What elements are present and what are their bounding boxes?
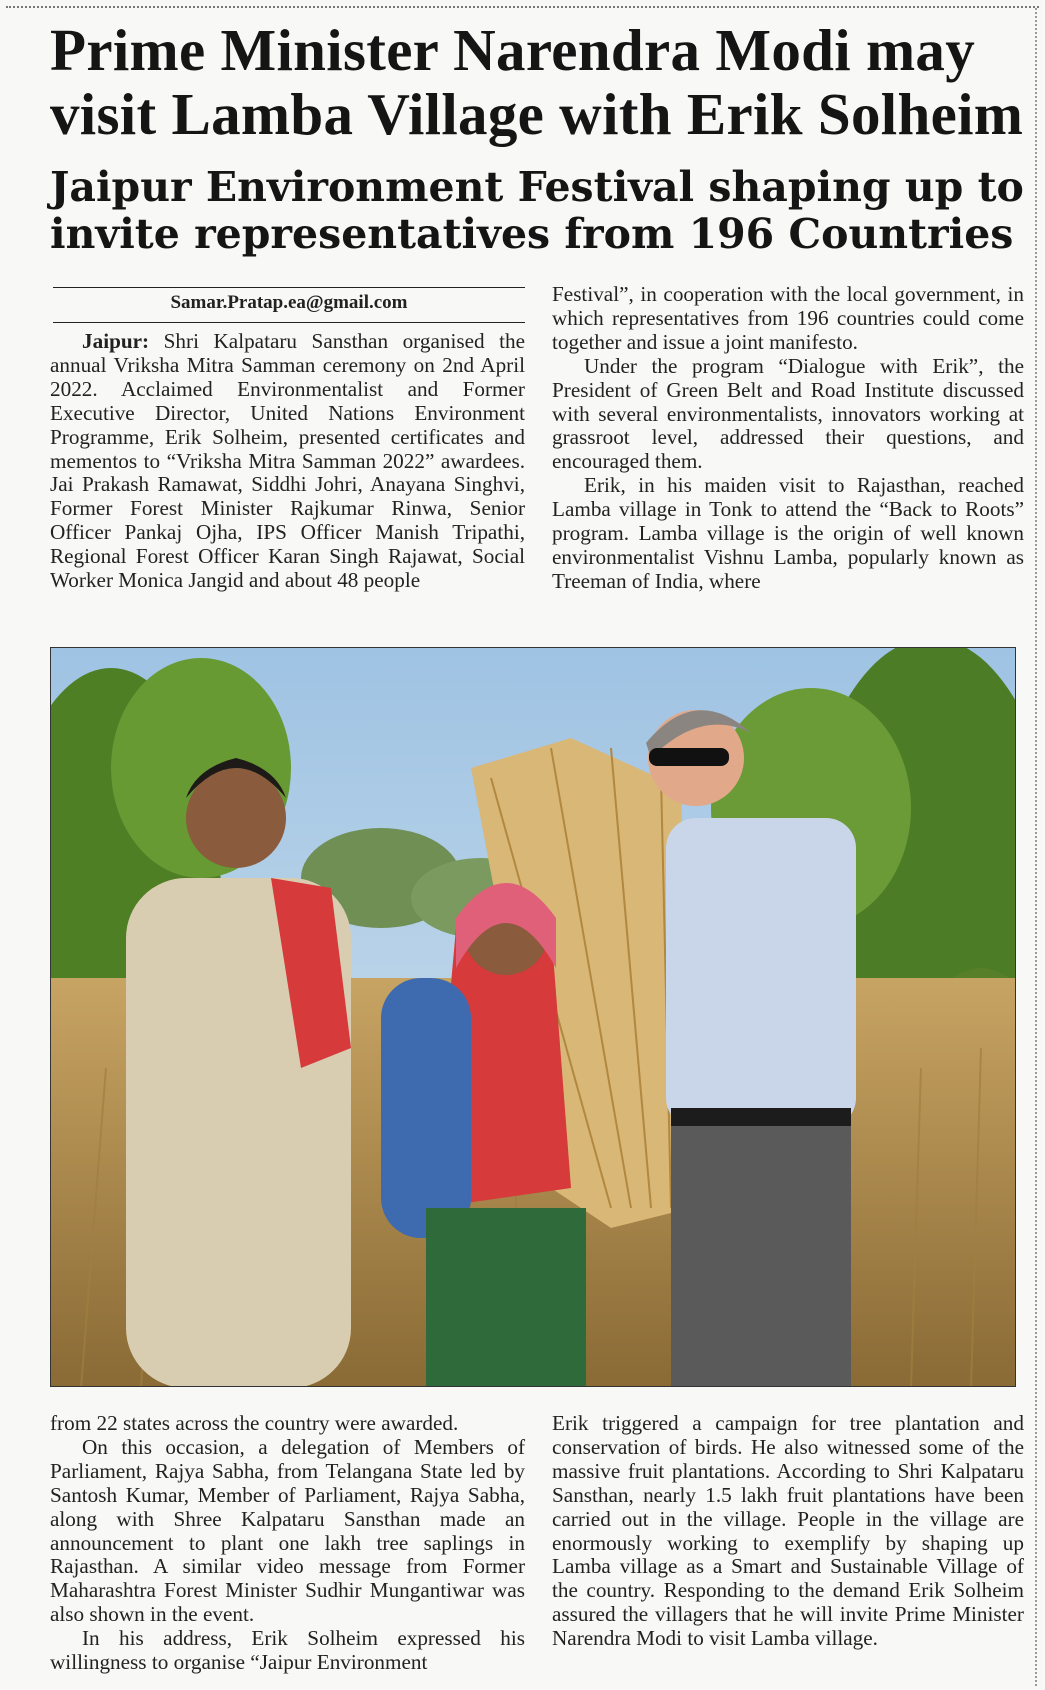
- paragraph: Erik triggered a campaign for tree plantation and conservation of birds. He also witnessed some of the massive fruit plantations. According to Shri Kalpataru Sansthan, nearly 1.5 lakh fruit plantations have been carried out in the village. People in the village are enormously working to exemplify by shaping up Lamba village as a Smart and Sustainable Village of the country. Responding to the demand Erik Solheim assured the villagers that he will invite Prime Minister Narendra Modi to visit Lamba village.: [552, 1411, 1024, 1651]
- byline-rule-top: [53, 287, 525, 288]
- headline-line-2: visit Lamba Village with Erik Solheim: [50, 81, 1024, 147]
- paragraph: from 22 states across the country were awarded.: [50, 1411, 459, 1435]
- photo-three-people-wheat-field-icon: [51, 648, 1016, 1387]
- paragraph: Erik, in his maiden visit to Rajasthan, reached Lamba village in Tonk to attend the “Back to Roots” program. Lamba village is the origin of well known environmentalist Vishnu Lamba, popularly known as Treeman of India, where: [552, 473, 1024, 593]
- column-2-top: [552, 283, 1024, 594]
- paragraph: Festival”, in cooperation with the local government, in which representatives from 196 countries could come together and issue a joint manifesto.: [552, 282, 1024, 354]
- top-dotted-rule: [6, 6, 1039, 8]
- paragraph: On this occasion, a delegation of Members of Parliament, Rajya Sabha, from Telangana State led by Santosh Kumar, Member of Parliament, Rajya Sabha, along with Shree Kalpataru Sansthan made an announcement to plant one lakh tree saplings in Rajasthan. A similar video message from Former Maharashtra Forest Minister Sudhir Mungantiwar was also shown in the event.: [50, 1434, 525, 1627]
- subheadline: [50, 164, 1030, 258]
- subheadline-line-1: Jaipur Environment Festival shaping up to: [50, 163, 1024, 211]
- byline-rule-bottom: [53, 322, 525, 323]
- headline: [50, 18, 1030, 146]
- byline-email: Samar.Pratap.ea@gmail.com: [170, 292, 408, 313]
- column-1-top: [50, 330, 525, 593]
- column-1-bottom: [50, 1412, 525, 1675]
- right-dotted-rule: [1035, 8, 1037, 1686]
- dateline: Jaipur:: [82, 329, 150, 353]
- paragraph-text: Shri Kalpataru Sansthan organised the annual Vriksha Mitra Samman ceremony on 2nd April 2022. Acclaimed Environmentalist and Former Executive Director, United Nations Environment Programme, Erik Solheim, presented certificates and mementos to “Vriksha Mitra Samman 2022” awardees. Jai Prakash Ramawat, Siddhi Johri, Anayana Singhvi, Former Forest Minister Rajkumar Rinwa, Senior Officer Pankaj Ojha, IPS Officer Manish Tripathi, Regional Forest Officer Karan Singh Rajawat, Social Worker Monica Jangid and about 48 people: [50, 329, 525, 593]
- column-2-bottom: [552, 1412, 1024, 1651]
- paragraph: [50, 330, 525, 593]
- subheadline-line-2: invite representatives from 196 Countries: [50, 210, 1014, 258]
- headline-line-1: Prime Minister Narendra Modi may: [50, 17, 976, 83]
- paragraph: Under the program “Dialogue with Erik”, the President of Green Belt and Road Institute discussed with several environmentalists, innovators working at grassroot level, addressed their questions, and encouraged them.: [552, 353, 1024, 474]
- paragraph: In his address, Erik Solheim expressed his willingness to organise “Jaipur Environment: [50, 1626, 525, 1675]
- article-photo: [50, 647, 1016, 1387]
